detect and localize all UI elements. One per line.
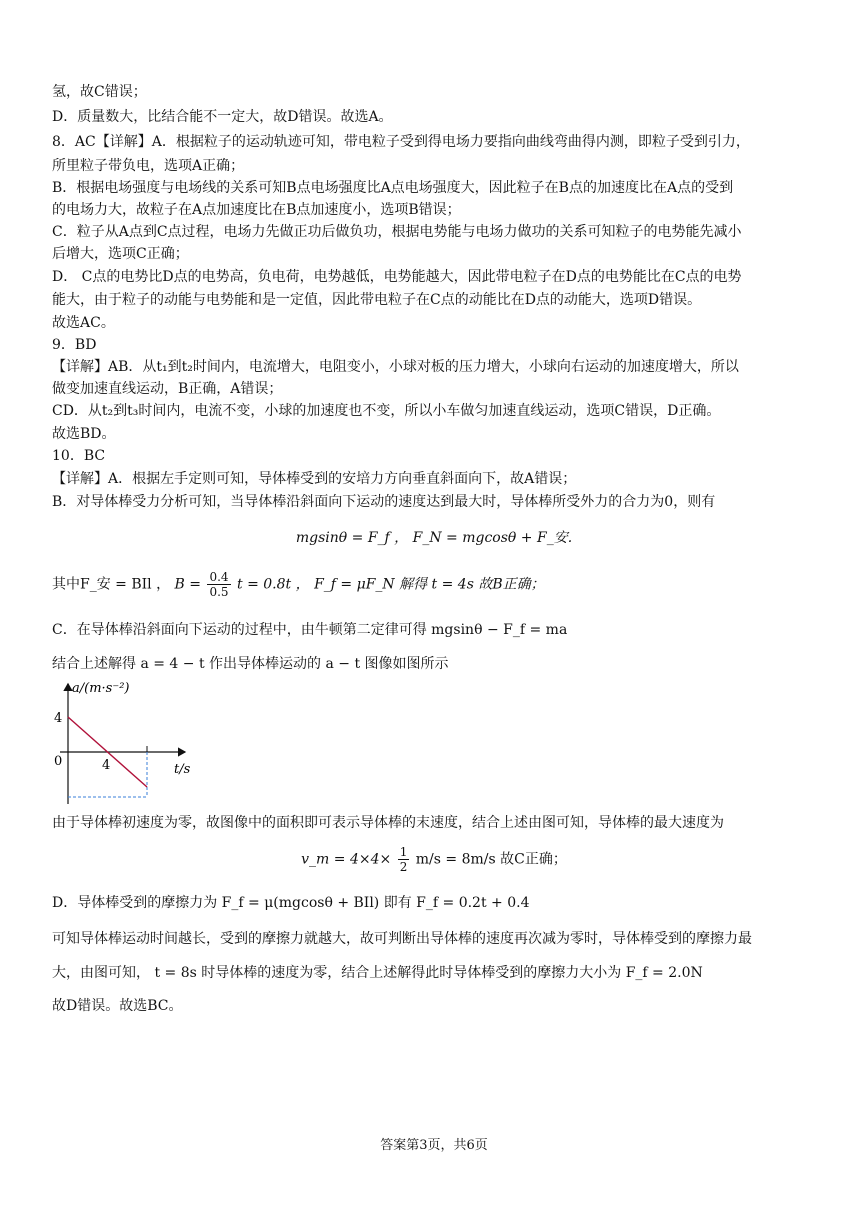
y-tick-label-4: 4 [54, 711, 63, 726]
text-line-c: C．在导体棒沿斜面向下运动的过程中，由牛顿第二定律可得 mgsinθ − F_f = ma [52, 622, 568, 638]
text-line: D． C点的电势比D点的电势高，负电荷，电势越低，电势能越大，因此带电粒子在D点的电势能比在C点的电势 [52, 269, 742, 285]
vm-suffix: m/s = 8m/s 故C正确； [415, 851, 567, 868]
page-footer: 答案第3页，共6页 [380, 1138, 488, 1153]
text-line-end: 故D错误。故选BC。 [52, 998, 183, 1014]
equation-forces: mgsinθ = F_f ， F_N = mgcosθ + F_安. [295, 530, 573, 546]
equation-b-field [52, 570, 545, 599]
text-line: 8．AC【详解】A．根据粒子的运动轨迹可知，带电粒子受到得电场力要指向曲线弯曲得内测，即粒子受到引力， [52, 134, 750, 150]
vm-prefix: v_m = 4×4× [301, 851, 392, 868]
text-line: 能大，由于粒子的动能与电势能和是一定值，因此带电粒子在C点的动能比在D点的动能大，选项D错误。 [52, 292, 702, 308]
text-line: C．粒子从A点到C点过程，电场力先做正功后做负功，根据电势能与电场力做功的关系可知粒子的电势能先减小 [52, 224, 742, 240]
text-line: 9．BD [52, 337, 97, 353]
text-line: D．质量数大，比结合能不一定大，故D错误。故选A。 [52, 109, 393, 125]
fraction-numerator: 0.4 [209, 570, 229, 584]
y-tick-label-0: 0 [54, 754, 63, 769]
text-line: 后增大，选项C正确； [52, 246, 189, 262]
text-line-d3: 大，由图可知， t = 8s 时导体棒的速度为零，结合上述解得此时导体棒受到的摩擦力大小为 F_f = 2.0N [52, 965, 703, 981]
text-line: 所里粒子带负电，选项A正确； [52, 158, 245, 174]
fraction-numerator: 1 [399, 845, 408, 859]
x-tick-label-4: 4 [102, 758, 111, 773]
text-line: B．对导体棒受力分析可知，当导体棒沿斜面向下运动的速度达到最大时，导体棒所受外力的合力为0，则有 [52, 494, 716, 510]
fraction [398, 845, 410, 874]
fraction [207, 570, 230, 599]
text-line-c2: 结合上述解得 a = 4 − t 作出导体棒运动的 a − t 图像如图所示 [52, 656, 449, 672]
text-line: 10．BC [52, 448, 106, 464]
text-line: 氢，故C错误； [52, 84, 147, 100]
text-line: 做变加速直线运动，B正确，A错误； [52, 381, 283, 397]
eq2-prefix: 其中F_安 = BIl ， [52, 576, 171, 593]
text-line: 【详解】AB．从t₁到t₂时间内，电流增大，电阻变小，小球对板的压力增大，小球向右运动的加速度增大，所以 [52, 359, 739, 375]
text-line: 故选AC。 [52, 315, 115, 331]
fraction-denominator: 0.5 [209, 585, 229, 599]
text-line-d2: 可知导体棒运动时间越长，受到的摩擦力就越大，故可判断出导体棒的速度再次减为零时，导体棒受到的摩擦力最 [52, 931, 752, 947]
text-line: 故选BD。 [52, 426, 116, 442]
eq2-b: B = [174, 576, 202, 593]
text-line: 的电场力大，故粒子在A点加速度比在B点加速度小，选项B错误； [52, 202, 461, 218]
fraction-denominator: 2 [399, 860, 408, 874]
text-line: 【详解】A．根据左手定则可知，导体棒受到的安培力方向垂直斜面向下，故A错误； [52, 471, 577, 487]
y-axis-label: a/(m·s⁻²) [72, 681, 130, 696]
x-axis-label: t/s [174, 762, 191, 777]
text-line-area: 由于导体棒初速度为零，故图像中的面积即可表示导体棒的末速度，结合上述由图可知，导体棒的最大速度为 [52, 815, 724, 831]
text-line: B．根据电场强度与电场线的关系可知B点电场强度比A点电场强度大，因此粒子在B点的加速度比在A点的受到 [52, 180, 734, 196]
a-t-graph [50, 676, 210, 806]
text-line: CD．从t₂到t₃时间内，电流不变，小球的加速度也不变，所以小车做匀加速直线运动，选项C错误，D正确。 [52, 403, 721, 419]
equation-vm [0, 845, 868, 874]
eq2-rest: t = 0.8t ， F_f = μF_N 解得 t = 4s 故B正确； [237, 576, 545, 593]
text-line-d: D．导体棒受到的摩擦力为 F_f = μ(mgcosθ + BIl) 即有 F_f = 0.2t + 0.4 [52, 895, 530, 911]
